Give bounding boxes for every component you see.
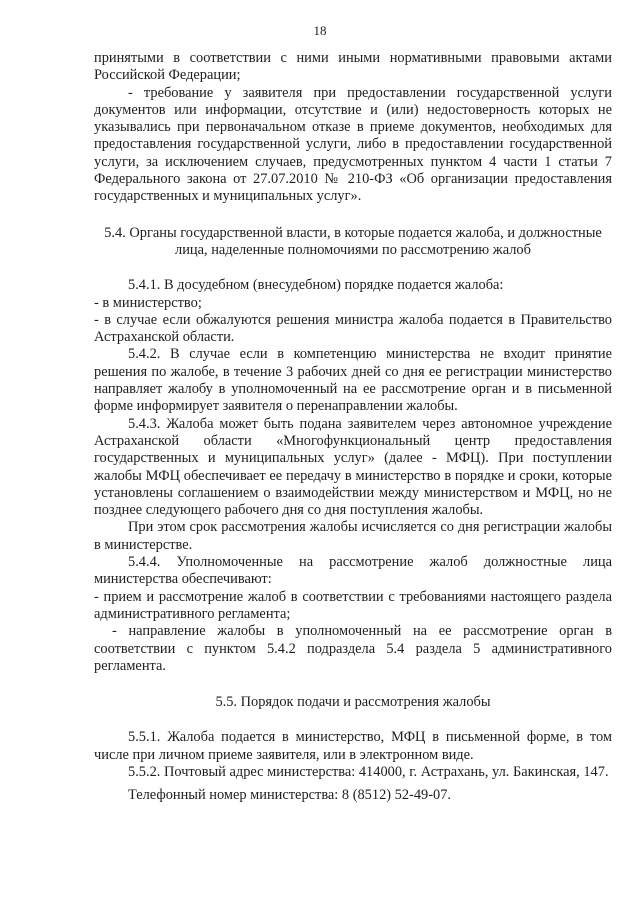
list-item-ministry: - в министерство; xyxy=(94,294,202,311)
section-5-5-heading: 5.5. Порядок подачи и рассмотрения жалобы xyxy=(215,694,491,711)
paragraph-5-4-4: 5.4.4. Уполномоченные на рассмотрение жалоб должностные лица министерства обеспечивают: xyxy=(94,554,612,588)
intro-paragraph-continuation: принятыми в соответствии с ними иными нормативными правовыми актами Российской Федерации; xyxy=(94,50,612,84)
list-item-reception: - прием и рассмотрение жалоб в соответствии с требованиями настоящего раздела административного регламента; xyxy=(94,588,612,622)
paragraph-5-4-1: 5.4.1. В досудебном (внесудебном) порядке подается жалоба: xyxy=(128,277,504,294)
paragraph-5-4-3: 5.4.3. Жалоба может быть подана заявителем через автономное учреждение Астраханской области «Многофункциональный центр предоставления государственных и муниципальных услуг» (далее - МФЦ). При поступлении жалобы МФЦ обеспечивает ее передачу в министерство в порядке и сроки, которые установлены соглашением о взаимодействии между министерством и МФЦ, но не позднее следующего рабочего дня со дня поступления жалобы. xyxy=(94,415,612,519)
paragraph-review-term: При этом срок рассмотрения жалобы исчисляется со дня регистрации жалобы в министерстве. xyxy=(94,519,612,553)
paragraph-5-5-2: 5.5.2. Почтовый адрес министерства: 414000, г. Астрахань, ул. Бакинская, 147. xyxy=(128,763,609,780)
list-item-forwarding: - направление жалобы в уполномоченный на ее рассмотрение орган в соответствии с пунктом 5.4.2 подраздела 5.4 раздела 5 административного регламента. xyxy=(94,623,612,674)
intro-paragraph-requirement: - требование у заявителя при предоставлении государственной услуги документов или информации, отсутствие и (или) недостоверность которых не указывались при первоначальном отказе в приеме документов, необходимых для предоставления государственной услуги, либо в предоставлении государственной услуги, за исключением случаев, предусмотренных пунктом 4 части 1 статьи 7 Федерального закона от 27.07.2010 № 210-ФЗ «Об организации предоставления государственных и муниципальных услуг». xyxy=(94,84,612,205)
list-item-government: - в случае если обжалуются решения министра жалоба подается в Правительство Астраханской области. xyxy=(94,311,612,346)
paragraph-5-5-1: 5.5.1. Жалоба подается в министерство, МФЦ в письменной форме, в том числе при личном приеме заявителя, или в электронном виде. xyxy=(94,729,612,763)
page-number: 18 xyxy=(313,23,327,38)
paragraph-5-4-2: 5.4.2. В случае если в компетенцию министерства не входит принятие решения по жалобе, в течение 3 рабочих дней со дня ее регистрации министерство направляет жалобу в уполномоченный на ее рассмотрение орган и в письменной форме информирует заявителя о перенаправлении жалобы. xyxy=(94,346,612,415)
document-body xyxy=(94,50,612,805)
section-5-4-heading: 5.4. Органы государственной власти, в которые подается жалоба, и должностные лица, наделенные полномочиями по рассмотрению жалоб xyxy=(104,224,602,258)
paragraph-phone: Телефонный номер министерства: 8 (8512) 52-49-07. xyxy=(128,787,452,804)
